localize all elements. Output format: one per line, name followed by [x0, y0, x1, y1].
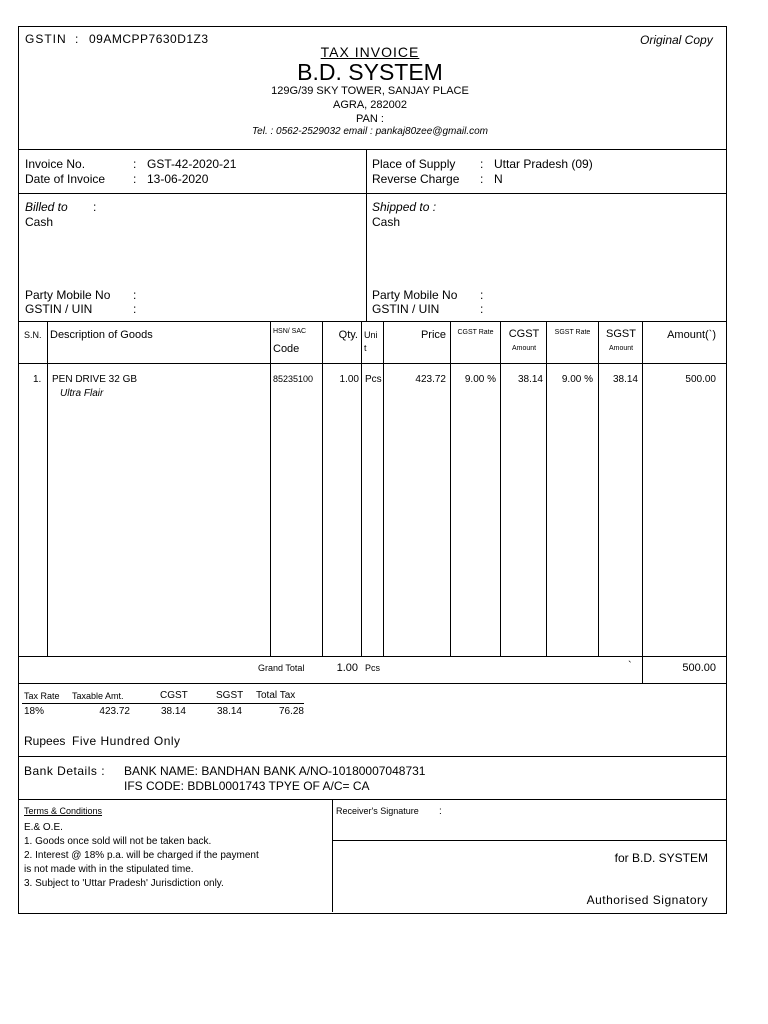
tax-head-total: Total Tax [256, 690, 296, 701]
tax-head-taxable: Taxable Amt. [72, 691, 124, 701]
th-cgst-top: CGST [508, 328, 540, 340]
row-hsn: 85235100 [273, 374, 314, 384]
th-sgst-top: SGST [606, 328, 636, 340]
authorised-signatory: Authorised Signatory [586, 893, 708, 907]
invoice-no-value: GST-42-2020-21 [147, 157, 237, 171]
row-cgst-rate: 9.00 % [464, 374, 496, 385]
billed-to-title: Billed to [25, 200, 68, 214]
invoice-no-label: Invoice No. [25, 157, 86, 171]
terms-title: Terms & Conditions [24, 806, 103, 816]
col-line-sgst-amt [642, 322, 643, 656]
receiver-signature-colon: : [439, 806, 442, 817]
amount-words-value: Five Hundred Only [72, 734, 181, 748]
invoice-no-colon: : [133, 157, 137, 171]
col-line-qty [361, 322, 362, 656]
gstin-separator: : [75, 32, 79, 46]
th-hsn-top: HSN/ SAC [273, 328, 307, 335]
billed-gstin-label: GSTIN / UIN [25, 302, 93, 316]
tax-summary-underline [22, 703, 304, 704]
col-line-unit [383, 322, 384, 656]
terms-line: E.& O.E. [24, 822, 63, 833]
divider-meta [19, 193, 726, 194]
bank-line2: IFS CODE: BDBL0001743 TPYE OF A/C= CA [124, 779, 370, 793]
shipped-to-name: Cash [372, 215, 401, 229]
th-sgst-rate: SGST Rate [554, 329, 591, 336]
divider-signature [332, 840, 726, 841]
row-price: 423.72 [415, 374, 446, 385]
grand-total-qty-underline [320, 683, 358, 684]
th-cgst-bottom: Amount [511, 345, 537, 352]
terms-line: 3. Subject to 'Uttar Pradesh' Jurisdiction only. [24, 878, 224, 889]
tax-head-rate: Tax Rate [24, 691, 60, 701]
shipped-to-title: Shipped to : [372, 200, 437, 214]
row-unit: Pcs [365, 374, 382, 385]
billed-gstin-colon: : [133, 302, 137, 316]
doc-title-text: TAX INVOICE [320, 44, 420, 60]
tax-val-rate: 18% [24, 706, 45, 717]
col-line-desc [270, 322, 271, 656]
company-contact: Tel. : 0562-2529032 email : pankaj80zee@gmail.com [251, 126, 489, 137]
divider-grand-total-bottom [19, 683, 726, 684]
tax-val-cgst: 38.14 [160, 706, 186, 717]
th-price: Price [420, 329, 446, 341]
divider-header [19, 149, 726, 150]
place-of-supply-colon: : [480, 157, 484, 171]
place-of-supply-value: Uttar Pradesh (09) [494, 157, 593, 171]
tax-head-sgst: SGST [216, 690, 244, 701]
th-amount: Amount(`) [667, 329, 716, 341]
divider-parties [19, 321, 726, 322]
col-line-sgst-rate [598, 322, 599, 656]
for-company: for B.D. SYSTEM [614, 851, 708, 865]
th-unit-bottom: t [364, 343, 367, 353]
th-desc: Description of Goods [50, 329, 153, 341]
terms-line: is not made with in the stipulated time. [24, 864, 194, 875]
th-sgst-bottom: Amount [608, 345, 634, 352]
row-sgst-amount: 38.14 [612, 374, 638, 385]
billed-mobile-label: Party Mobile No [25, 288, 111, 302]
col-line-price [450, 322, 451, 656]
row-amount: 500.00 [685, 374, 716, 385]
reverse-charge-colon: : [480, 172, 484, 186]
th-sn: S.N. [24, 330, 42, 340]
terms-line: 1. Goods once sold will not be taken back. [24, 836, 212, 847]
divider-terms-vertical [332, 800, 333, 912]
grand-total-amount: 500.00 [682, 662, 716, 674]
grand-total-unit: Pcs [365, 663, 381, 673]
divider-grand-total [19, 656, 726, 657]
place-of-supply-label: Place of Supply [372, 157, 456, 171]
grand-total-symbol: ` [628, 660, 632, 672]
amount-words-prefix: Rupees [24, 734, 66, 748]
shipped-gstin-label: GSTIN / UIN [372, 302, 440, 316]
copy-label: Original Copy [640, 33, 713, 47]
bank-label: Bank Details : [24, 764, 106, 778]
tax-val-taxable: 423.72 [99, 706, 130, 717]
company-address-line2: AGRA, 282002 [333, 99, 407, 111]
row-qty: 1.00 [339, 374, 359, 385]
grand-total-qty: 1.00 [336, 662, 358, 674]
col-line-hsn [322, 322, 323, 656]
divider-meta-vertical [366, 150, 367, 321]
tax-val-sgst: 38.14 [216, 706, 242, 717]
company-address-line1: 129G/39 SKY TOWER, SANJAY PLACE [271, 85, 469, 97]
th-hsn-bottom: Code [273, 343, 300, 355]
company-name: B.D. SYSTEM [297, 59, 443, 85]
divider-bank-top [19, 756, 726, 757]
row-cgst-amount: 38.14 [517, 374, 543, 385]
gstin-value: 09AMCPP7630D1Z3 [89, 32, 209, 46]
shipped-gstin-colon: : [480, 302, 484, 316]
terms-line: 2. Interest @ 18% p.a. will be charged if the payment [24, 850, 259, 861]
tax-val-total: 76.28 [278, 706, 304, 717]
divider-bank-bottom [19, 799, 726, 800]
reverse-charge-value: N [494, 172, 503, 186]
reverse-charge-label: Reverse Charge [372, 172, 460, 186]
row-sgst-rate: 9.00 % [561, 374, 593, 385]
gstin-label: GSTIN [25, 32, 67, 46]
col-line-cgst-amt [546, 322, 547, 656]
row-sn: 1. [33, 374, 42, 385]
invoice-date-colon: : [133, 172, 137, 186]
grand-total-label: Grand Total [258, 663, 305, 673]
billed-to-name: Cash [25, 215, 54, 229]
row-subdesc: Ultra Flair [60, 388, 104, 399]
bank-line1: BANK NAME: BANDHAN BANK A/NO-10180007048731 [124, 764, 426, 778]
company-pan: PAN : [356, 113, 384, 125]
th-cgst-rate: CGST Rate [457, 329, 494, 336]
row-desc: PEN DRIVE 32 GB [52, 374, 138, 385]
receiver-signature-label: Receiver's Signature [336, 806, 419, 816]
col-line-cgst-rate [500, 322, 501, 656]
tax-head-cgst: CGST [160, 690, 188, 701]
shipped-mobile-colon: : [480, 288, 484, 302]
col-line-sn [47, 322, 48, 656]
billed-to-colon: : [93, 200, 97, 214]
shipped-mobile-label: Party Mobile No [372, 288, 458, 302]
divider-table-header [19, 363, 726, 364]
invoice-date-value: 13-06-2020 [147, 172, 209, 186]
invoice-date-label: Date of Invoice [25, 172, 106, 186]
billed-mobile-colon: : [133, 288, 137, 302]
th-qty: Qty. [338, 329, 358, 341]
th-unit-top: Uni [364, 330, 378, 340]
